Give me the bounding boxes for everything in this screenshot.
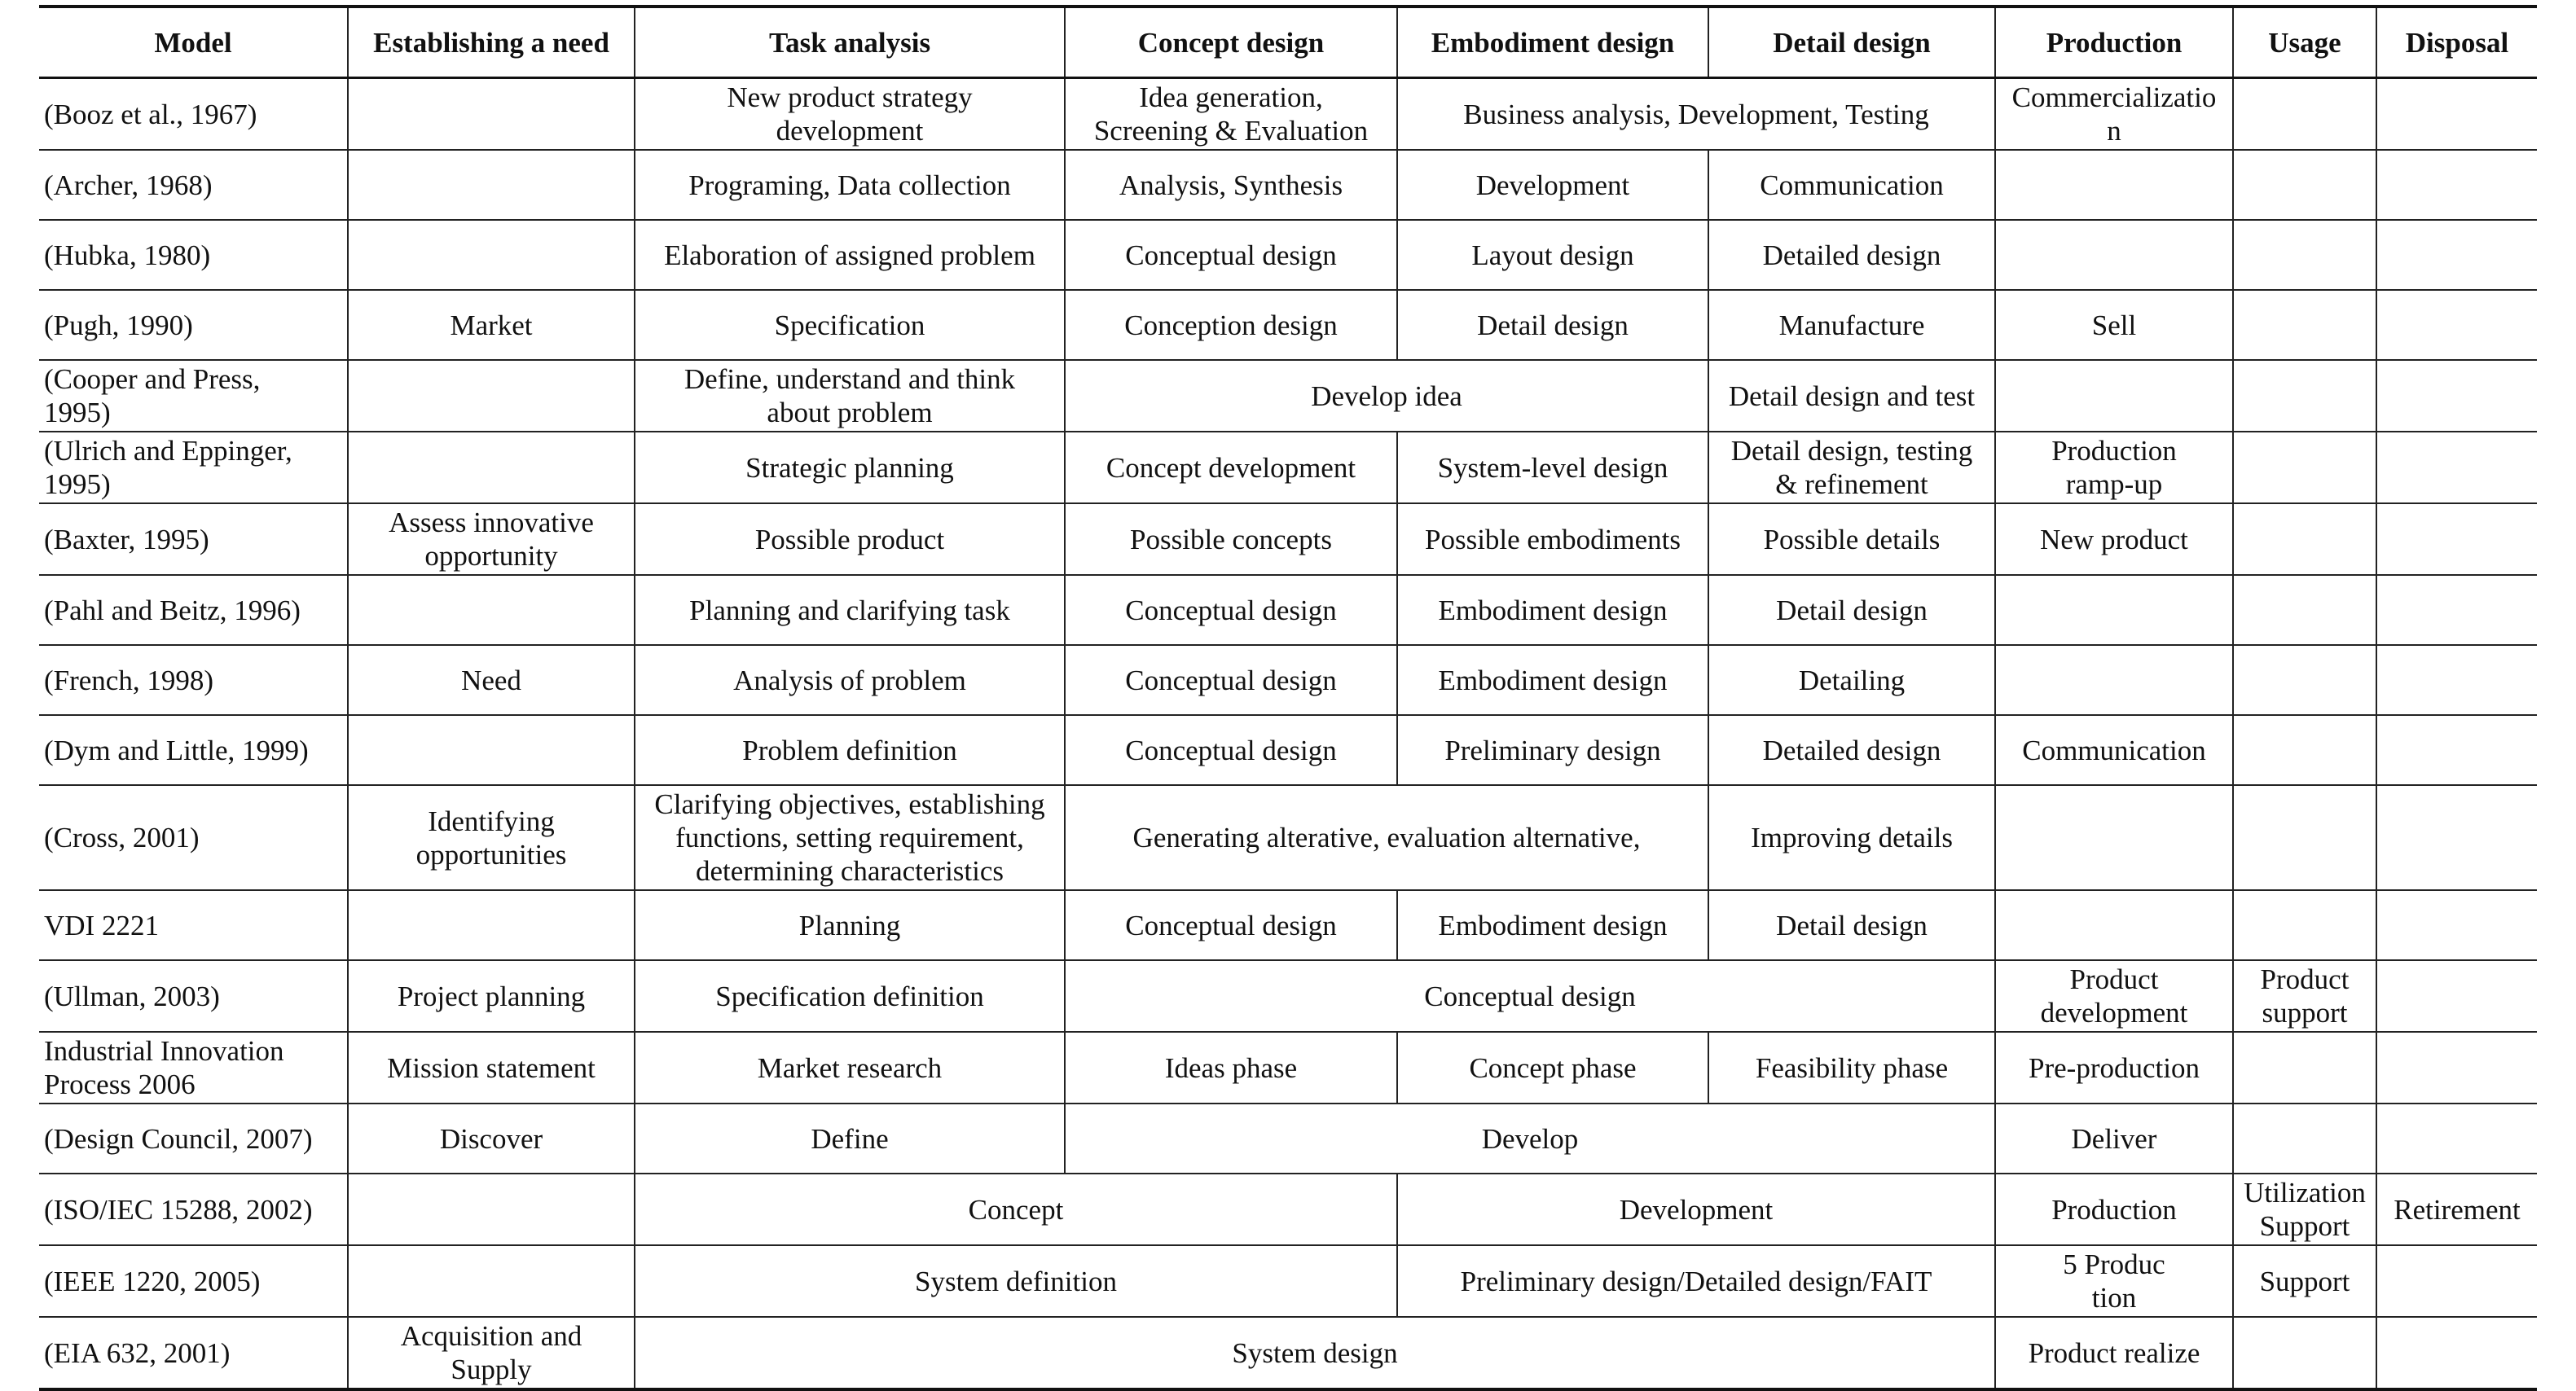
table-cell xyxy=(1995,78,2233,151)
table-cell xyxy=(1397,503,1708,575)
model-name: (Design Council, 2007) xyxy=(44,1122,313,1155)
table-cell xyxy=(1995,432,2233,503)
table-cell xyxy=(1397,220,1708,290)
table-cell xyxy=(1397,575,1708,645)
cell-text: Planning and clarifying task xyxy=(689,594,1010,626)
table-cell xyxy=(2233,1032,2376,1104)
table-cell xyxy=(1708,890,1995,960)
header-establishing-need: Establishing a need xyxy=(348,7,635,78)
model-cell xyxy=(39,290,348,360)
cell-text: Support xyxy=(2259,1265,2350,1297)
cell-text: Retirement xyxy=(2394,1193,2521,1226)
model-name: (Hubka, 1980) xyxy=(44,239,211,271)
model-name: (Archer, 1968) xyxy=(44,169,213,201)
table-cell xyxy=(1995,360,2233,432)
model-name: (ISO/IEC 15288, 2002) xyxy=(44,1193,313,1226)
cell-text: Utilization Support xyxy=(2244,1177,2366,1242)
cell-text: Improving details xyxy=(1751,822,1953,853)
cell-text: Conceptual design xyxy=(1125,664,1337,696)
table-cell xyxy=(348,645,635,715)
cell-text: Assess innovative opportunity xyxy=(389,507,594,572)
model-cell xyxy=(39,1174,348,1245)
table-cell xyxy=(2376,220,2537,290)
model-name: (Cooper and Press, 1995) xyxy=(44,363,261,428)
table-row xyxy=(39,1245,2537,1317)
table-cell xyxy=(2376,290,2537,360)
cell-text: Production ramp-up xyxy=(2051,435,2177,500)
table-cell xyxy=(2233,150,2376,220)
cell-text: Communication xyxy=(1760,169,1944,201)
cell-text: Identifying opportunities xyxy=(415,805,567,871)
table-row xyxy=(39,360,2537,432)
table-cell xyxy=(635,1174,1397,1245)
table-cell xyxy=(635,575,1065,645)
table-cell xyxy=(635,645,1065,715)
table-cell xyxy=(2376,360,2537,432)
cell-text: 5 Produc tion xyxy=(2063,1248,2165,1314)
cell-text: Deliver xyxy=(2071,1122,2157,1155)
cell-text: Define, understand and think about problem xyxy=(684,363,1016,428)
table-cell xyxy=(635,1317,1995,1389)
table-cell xyxy=(1708,360,1995,432)
cell-text: Embodiment design xyxy=(1438,909,1668,941)
table-cell xyxy=(1397,78,1995,151)
table-cell xyxy=(1708,150,1995,220)
model-name: (Ulrich and Eppinger, 1995) xyxy=(44,435,292,500)
table-cell xyxy=(1708,503,1995,575)
table-cell xyxy=(2376,1104,2537,1174)
table-cell xyxy=(635,1104,1065,1174)
table-cell xyxy=(635,78,1065,151)
model-cell xyxy=(39,150,348,220)
model-cell xyxy=(39,785,348,890)
cell-text: Communication xyxy=(2022,734,2206,766)
model-cell xyxy=(39,575,348,645)
table-cell xyxy=(1708,575,1995,645)
cell-text: Mission statement xyxy=(387,1051,596,1084)
header-row xyxy=(39,7,2537,78)
table-cell xyxy=(1397,1032,1708,1104)
model-name: VDI 2221 xyxy=(44,909,159,941)
table-cell xyxy=(1065,1032,1397,1104)
cell-text: Layout design xyxy=(1471,239,1634,271)
table-cell xyxy=(1065,785,1708,890)
cell-text: Conceptual design xyxy=(1125,734,1337,766)
cell-text: Specification definition xyxy=(715,980,984,1012)
table-row xyxy=(39,290,2537,360)
header-usage: Usage xyxy=(2233,7,2376,78)
model-cell xyxy=(39,1245,348,1317)
table-cell xyxy=(1397,1245,1995,1317)
header-embodiment-design: Embodiment design xyxy=(1397,7,1708,78)
cell-text: Concept xyxy=(968,1193,1064,1226)
table-cell xyxy=(2233,645,2376,715)
table-cell xyxy=(348,1032,635,1104)
model-name: (Cross, 2001) xyxy=(44,822,200,853)
table-cell xyxy=(1397,890,1708,960)
table-cell xyxy=(2376,1317,2537,1389)
table-cell xyxy=(635,960,1065,1032)
table-cell xyxy=(1995,890,2233,960)
table-cell xyxy=(1397,290,1708,360)
table-row xyxy=(39,78,2537,151)
cell-text: New product xyxy=(2040,523,2188,555)
table-cell xyxy=(1397,150,1708,220)
table-cell xyxy=(348,360,635,432)
table-cell xyxy=(635,150,1065,220)
model-cell xyxy=(39,1032,348,1104)
cell-text: Define xyxy=(811,1122,889,1155)
cell-text: Conceptual design xyxy=(1125,594,1337,626)
cell-text: Concept phase xyxy=(1469,1051,1637,1084)
table-cell xyxy=(635,785,1065,890)
table-cell xyxy=(2376,503,2537,575)
table-cell xyxy=(1995,1174,2233,1245)
cell-text: Market research xyxy=(757,1051,943,1084)
table-cell xyxy=(2233,960,2376,1032)
design-process-models-table xyxy=(39,5,2537,1391)
cell-text: Conceptual design xyxy=(1125,909,1337,941)
table-cell xyxy=(1708,785,1995,890)
table-row xyxy=(39,1174,2537,1245)
table-cell xyxy=(635,360,1065,432)
cell-text: Pre-production xyxy=(2029,1051,2200,1084)
table-row xyxy=(39,150,2537,220)
model-name: (IEEE 1220, 2005) xyxy=(44,1265,261,1297)
cell-text: Ideas phase xyxy=(1164,1051,1298,1084)
table-row xyxy=(39,960,2537,1032)
cell-text: System-level design xyxy=(1437,451,1668,484)
table-cell xyxy=(1065,432,1397,503)
cell-text: Analysis of problem xyxy=(733,664,966,696)
table-cell xyxy=(348,785,635,890)
cell-text: Preliminary design/Detailed design/FAIT xyxy=(1460,1265,1932,1297)
model-cell xyxy=(39,645,348,715)
table-cell xyxy=(1065,715,1397,785)
cell-text: Develop xyxy=(1481,1122,1579,1155)
table-cell xyxy=(2233,1317,2376,1389)
table-cell xyxy=(2233,785,2376,890)
table-cell xyxy=(1995,503,2233,575)
model-cell xyxy=(39,503,348,575)
cell-text: Product development xyxy=(2040,963,2188,1029)
table-cell xyxy=(1065,645,1397,715)
cell-text: Manufacture xyxy=(1778,309,1925,341)
table-cell xyxy=(1708,715,1995,785)
cell-text: Production xyxy=(2051,1193,2177,1226)
table-row xyxy=(39,890,2537,960)
table-cell xyxy=(348,1317,635,1389)
table-row xyxy=(39,785,2537,890)
cell-text: Acquisition and Supply xyxy=(400,1320,582,1385)
model-cell xyxy=(39,78,348,151)
cell-text: Possible product xyxy=(754,523,945,555)
model-name: (French, 1998) xyxy=(44,664,214,696)
table-cell xyxy=(348,503,635,575)
table-cell xyxy=(1995,960,2233,1032)
header-production: Production xyxy=(1995,7,2233,78)
model-name: (Ullman, 2003) xyxy=(44,980,220,1012)
model-cell xyxy=(39,360,348,432)
cell-text: Commercializatio n xyxy=(2011,81,2217,147)
model-cell xyxy=(39,960,348,1032)
cell-text: Development xyxy=(1619,1193,1774,1226)
cell-text: Analysis, Synthesis xyxy=(1119,169,1343,201)
cell-text: Conceptual design xyxy=(1125,239,1337,271)
table-cell xyxy=(348,890,635,960)
table-cell xyxy=(1995,645,2233,715)
cell-text: Development xyxy=(1475,169,1630,201)
model-cell xyxy=(39,432,348,503)
table-row xyxy=(39,432,2537,503)
table-cell xyxy=(348,290,635,360)
table-cell xyxy=(348,1245,635,1317)
header-model: Model xyxy=(39,7,348,78)
cell-text: System definition xyxy=(915,1265,1117,1297)
model-name: (Pugh, 1990) xyxy=(44,309,193,341)
table-cell xyxy=(1995,785,2233,890)
cell-text: Market xyxy=(450,309,533,341)
cell-text: Detailed design xyxy=(1762,734,1941,766)
model-name: Industrial Innovation Process 2006 xyxy=(44,1035,284,1100)
cell-text: Discover xyxy=(439,1122,543,1155)
table-cell xyxy=(1995,1104,2233,1174)
table-cell xyxy=(348,220,635,290)
cell-text: System design xyxy=(1232,1336,1398,1369)
table-cell xyxy=(2233,503,2376,575)
cell-text: Product support xyxy=(2260,963,2350,1029)
table-cell xyxy=(1995,1317,2233,1389)
table-cell xyxy=(1708,645,1995,715)
cell-text: Embodiment design xyxy=(1438,594,1668,626)
cell-text: Elaboration of assigned problem xyxy=(664,239,1035,271)
header-task-analysis: Task analysis xyxy=(635,7,1065,78)
header-detail-design: Detail design xyxy=(1708,7,1995,78)
table-row xyxy=(39,1104,2537,1174)
cell-text: Conceptual design xyxy=(1424,980,1636,1012)
cell-text: Possible embodiments xyxy=(1424,523,1681,555)
cell-text: Detail design, testing & refinement xyxy=(1730,435,1973,500)
table-cell xyxy=(1065,890,1397,960)
cell-text: Programing, Data collection xyxy=(688,169,1011,201)
table-cell xyxy=(2233,575,2376,645)
model-cell xyxy=(39,715,348,785)
table-row xyxy=(39,1317,2537,1389)
cell-text: Clarifying objectives, establishing functions, setting requirement, determining characteristics xyxy=(654,788,1045,887)
cell-text: Need xyxy=(461,664,521,696)
table-body xyxy=(39,78,2537,1390)
table-cell xyxy=(1065,960,1995,1032)
table-cell xyxy=(2233,220,2376,290)
table-cell xyxy=(1708,290,1995,360)
table-cell xyxy=(2233,1104,2376,1174)
table-cell xyxy=(635,290,1065,360)
model-name: (Dym and Little, 1999) xyxy=(44,734,309,766)
table-cell xyxy=(1065,150,1397,220)
table-cell xyxy=(2376,150,2537,220)
table-row xyxy=(39,645,2537,715)
table-cell xyxy=(348,150,635,220)
cell-text: Problem definition xyxy=(742,734,957,766)
cell-text: Possible concepts xyxy=(1130,523,1332,555)
table-cell xyxy=(1995,220,2233,290)
header-disposal: Disposal xyxy=(2376,7,2537,78)
table-cell xyxy=(2376,1032,2537,1104)
table-cell xyxy=(1708,1032,1995,1104)
model-name: (Baxter, 1995) xyxy=(44,523,209,555)
table-cell xyxy=(2233,290,2376,360)
table-cell xyxy=(1065,360,1708,432)
table-cell xyxy=(635,1032,1065,1104)
cell-text: Specification xyxy=(774,309,925,341)
table-cell xyxy=(2233,360,2376,432)
table-cell xyxy=(2233,1245,2376,1317)
table-cell xyxy=(348,715,635,785)
model-cell xyxy=(39,1104,348,1174)
cell-text: Develop idea xyxy=(1311,380,1462,412)
cell-text: Idea generation, Screening & Evaluation xyxy=(1093,81,1369,147)
model-name: (Booz et al., 1967) xyxy=(44,98,257,130)
table-cell xyxy=(1065,290,1397,360)
table-cell xyxy=(2233,78,2376,151)
cell-text: Strategic planning xyxy=(745,451,954,484)
table-cell xyxy=(2376,432,2537,503)
table-cell xyxy=(2376,645,2537,715)
table-cell xyxy=(2376,78,2537,151)
cell-text: Business analysis, Development, Testing xyxy=(1463,98,1929,130)
table-row xyxy=(39,220,2537,290)
table-cell xyxy=(1397,432,1708,503)
table-cell xyxy=(2376,1174,2537,1245)
table-cell xyxy=(348,1174,635,1245)
table-cell xyxy=(1397,715,1708,785)
table-cell xyxy=(1995,290,2233,360)
table-cell xyxy=(2233,1174,2376,1245)
table-cell xyxy=(2376,785,2537,890)
table-cell xyxy=(2233,890,2376,960)
cell-text: Detailed design xyxy=(1762,239,1941,271)
table-cell xyxy=(1065,575,1397,645)
table-cell xyxy=(1995,1032,2233,1104)
cell-text: Project planning xyxy=(397,980,586,1012)
table-cell xyxy=(635,890,1065,960)
table-cell xyxy=(635,715,1065,785)
table-cell xyxy=(1065,78,1397,151)
model-cell xyxy=(39,890,348,960)
table-cell xyxy=(348,575,635,645)
table-cell xyxy=(1995,575,2233,645)
table-cell xyxy=(348,960,635,1032)
table-cell xyxy=(1995,150,2233,220)
table-row xyxy=(39,575,2537,645)
table-row xyxy=(39,715,2537,785)
table-cell xyxy=(1995,715,2233,785)
table-cell xyxy=(348,78,635,151)
cell-text: Embodiment design xyxy=(1438,664,1668,696)
table-cell xyxy=(2376,715,2537,785)
cell-text: Detail design xyxy=(1776,594,1928,626)
table-cell xyxy=(1995,1245,2233,1317)
table-cell xyxy=(635,503,1065,575)
table-cell xyxy=(1065,220,1397,290)
cell-text: Possible details xyxy=(1763,523,1941,555)
cell-text: New product strategy development xyxy=(727,81,973,147)
table-cell xyxy=(1708,432,1995,503)
table-row xyxy=(39,503,2537,575)
table-cell xyxy=(348,1104,635,1174)
table-cell xyxy=(1397,645,1708,715)
cell-text: Conception design xyxy=(1124,309,1338,341)
table-cell xyxy=(1397,1174,1995,1245)
table-cell xyxy=(635,432,1065,503)
cell-text: Concept development xyxy=(1106,451,1356,484)
table-cell xyxy=(2233,715,2376,785)
cell-text: Planning xyxy=(798,909,901,941)
table-cell xyxy=(1065,503,1397,575)
table-cell xyxy=(2376,575,2537,645)
model-name: (Pahl and Beitz, 1996) xyxy=(44,594,301,626)
table-cell xyxy=(2233,432,2376,503)
header-concept-design: Concept design xyxy=(1065,7,1397,78)
table-cell xyxy=(2376,960,2537,1032)
table-cell xyxy=(348,432,635,503)
table-cell xyxy=(635,220,1065,290)
cell-text: Detail design and test xyxy=(1728,380,1976,412)
model-cell xyxy=(39,220,348,290)
cell-text: Detail design xyxy=(1477,309,1629,341)
table-cell xyxy=(1065,1104,1995,1174)
table-cell xyxy=(2376,1245,2537,1317)
model-cell xyxy=(39,1317,348,1389)
cell-text: Feasibility phase xyxy=(1755,1051,1949,1084)
table-cell xyxy=(2376,890,2537,960)
table-row xyxy=(39,1032,2537,1104)
cell-text: Sell xyxy=(2091,309,2137,341)
table-cell xyxy=(635,1245,1397,1317)
cell-text: Detail design xyxy=(1776,909,1928,941)
cell-text: Detailing xyxy=(1798,664,1906,696)
cell-text: Product realize xyxy=(2028,1336,2200,1369)
table-cell xyxy=(1708,220,1995,290)
cell-text: Generating alterative, evaluation alternative, xyxy=(1132,822,1641,853)
model-name: (EIA 632, 2001) xyxy=(44,1336,231,1369)
cell-text: Preliminary design xyxy=(1444,734,1661,766)
